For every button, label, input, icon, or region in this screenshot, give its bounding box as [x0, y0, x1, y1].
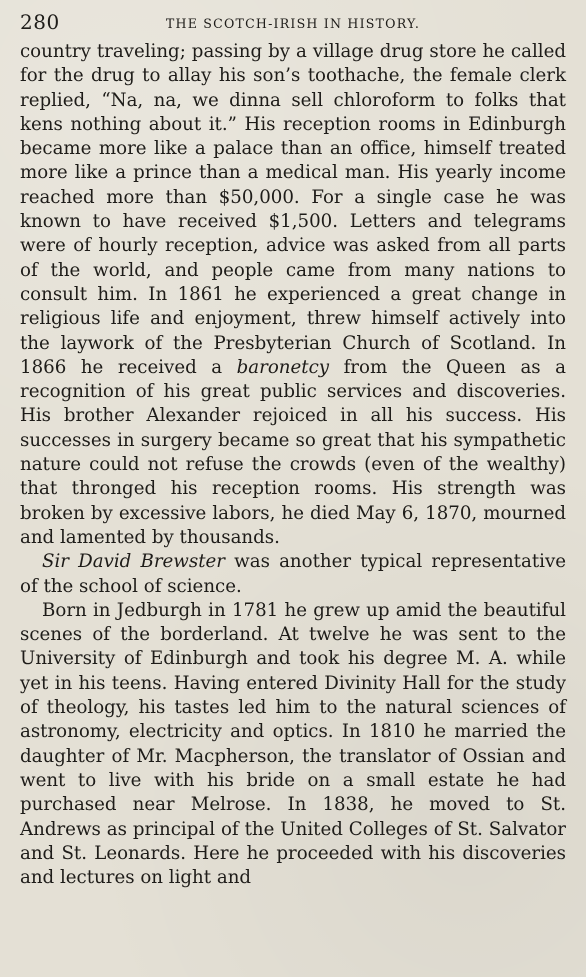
- body-text: [20, 40, 566, 890]
- paragraph-1: [20, 40, 566, 550]
- paragraph-2-text-after: was another typical representative of the school of science.: [20, 551, 566, 597]
- paragraph-1-text-after: from the Queen as a recognition of his great public services and discoveries. His brother Alexander rejoiced in all his success. His successes in surgery became so great that his sympathetic nature could not refuse the crowds (even of the wealthy) that thronged his reception rooms. His strength was broken by excessive labors, he died May 6, 1870, mourned and lamented by thousands.: [20, 356, 567, 548]
- paragraph-3: [20, 599, 566, 891]
- paragraph-2-italic-name: Sir David Brewster: [42, 551, 225, 573]
- paragraph-1-text-before: country traveling; passing by a village drug store he called for the drug to allay his son’s toothache, the female clerk replied, “Na, na, we dinna sell chloroform to folks that kens nothing about it.” His reception rooms in Edinburgh became more like a palace than an office, himself treated more like a prince than a medical man. His yearly income reached more than $50,000. For a single case he was known to have received $1,500. Letters and telegrams were of hourly reception, advice was asked from all parts of the world, and people came from many nations to consult him. In 1861 he experienced a great change in religious life and enjoyment, threw himself actively into the laywork of the Presbyterian Church of Scotland. In 1866 he received a: [20, 41, 566, 378]
- paragraph-1-italic-term: baronetcy: [236, 356, 330, 378]
- paragraph-3-text-before: Born in Jedburgh in 1781 he grew up amid the beautiful scenes of the borderland. At twelve he was sent to the University of Edinburgh and took his degree M. A. while yet in his teens. Having entered Divinity Hall for the study of theology, his tastes led him to the natural sciences of astronomy, electricity and optics. In 1810 he married the daughter of Mr. Macpherson, the translator of Ossian and went to live with his bride on a small estate he had purchased near Melrose. In 1838, he moved to St. Andrews as principal of the United Colleges of St. Salvator and St. Leonards. Here he proceeded with his discoveries and lectures on light and: [20, 599, 566, 889]
- page-header: [20, 6, 566, 40]
- paragraph-2: [20, 550, 566, 599]
- page-number: 280: [20, 10, 60, 34]
- running-title: THE SCOTCH-IRISH IN HISTORY.: [165, 16, 421, 31]
